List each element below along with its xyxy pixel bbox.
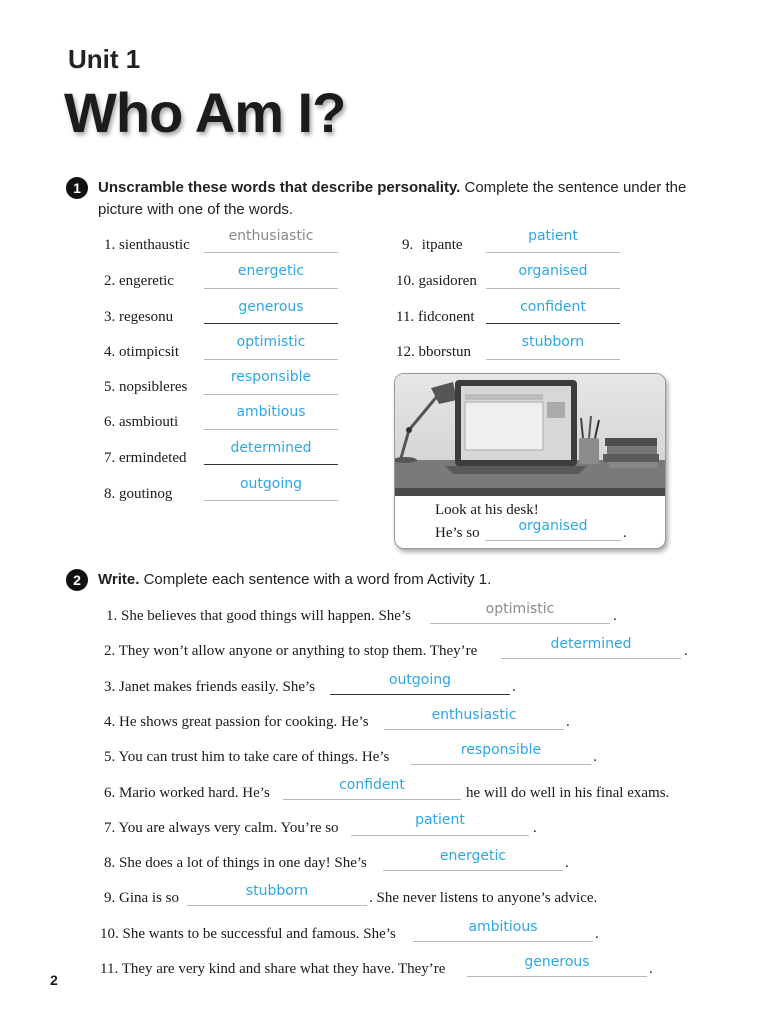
answer-line [486,252,620,253]
answer-line [204,394,338,395]
answer-line [485,540,621,541]
unit-label: Unit 1 [68,44,141,74]
sentence-answer-3[interactable]: outgoing [388,672,452,688]
sentence-item-8: 8. She does a lot of things in one day! She’s [104,855,367,871]
caption-prefix: He’s so [435,525,480,541]
unscramble-item-11: 11. fidconent [396,309,475,325]
scrambled-word: sienthaustic [119,237,190,253]
answer-field-5[interactable]: responsible [230,369,312,385]
activity-1-number-badge: 1 [66,177,88,199]
answer-line [501,658,681,659]
caption-answer-field[interactable]: organised [518,518,588,534]
scrambled-word: engeretic [119,273,174,289]
activity-2-instruction-rest: Complete each sentence with a word from Activity 1. [139,571,492,588]
unscramble-item-6: 6. asmbiouti [104,414,179,430]
books-icon [603,438,659,468]
answer-field-6[interactable]: ambitious [236,404,306,420]
scrambled-word: ermindeted [119,450,187,466]
scrambled-word: bborstun [418,344,471,360]
laptop-icon [445,380,587,474]
sentence-suffix-1: . [613,608,617,624]
answer-field-4[interactable]: optimistic [236,334,306,350]
answer-field-2[interactable]: energetic [237,263,305,279]
page-title: Who Am I? [64,81,346,144]
sentence-answer-6[interactable]: confident [339,777,405,793]
answer-field-12[interactable]: stubborn [521,334,585,350]
sentence-item-9: 9. Gina is so [104,890,179,906]
sentence-answer-11[interactable]: generous [524,954,590,970]
scrambled-word: nopsibleres [119,379,188,395]
sentence-suffix-6: he will do well in his final exams. [466,785,670,801]
desk-picture-box [394,373,666,549]
sentence-answer-5[interactable]: responsible [460,742,542,758]
page-number: 2 [50,972,58,988]
sentence-answer-10[interactable]: ambitious [468,919,538,935]
scrambled-word: otimpicsit [119,344,179,360]
activity-2-instruction [98,569,698,591]
sentence-item-4: 4. He shows great passion for cooking. He’s [104,714,369,730]
sentence-answer-4[interactable]: enthusiastic [431,707,517,723]
picture-caption-line1: Look at his desk! [435,502,539,518]
sentence-suffix-11: . [649,961,653,977]
sentence-answer-2[interactable]: determined [550,636,632,652]
activity-1-instruction-line2: picture with one of the words. [98,201,294,218]
unscramble-item-2: 2. engeretic [104,273,174,289]
sentence-answer-9[interactable]: stubborn [245,883,309,899]
unscramble-item-4: 4. otimpicsit [104,344,179,360]
sentence-item-3: 3. Janet makes friends easily. She’s [104,679,316,695]
unscramble-item-1: 1. sienthaustic [104,237,190,253]
answer-line [204,429,338,430]
sentence-item-6: 6. Mario worked hard. He’s [104,785,270,801]
answer-line [330,694,510,695]
unscramble-item-3: 3. regesonu [104,309,174,325]
answer-field-1[interactable]: enthusiastic [228,228,314,244]
answer-line [384,729,564,730]
unscramble-item-5: 5. nopsibleres [104,379,188,395]
sentence-suffix-5: . [593,749,597,765]
sentence-item-2: 2. They won’t allow anyone or anything to stop them. They’re [104,643,478,659]
sentence-item-10: 10. She wants to be successful and famous. She’s [100,926,396,942]
unscramble-item-7: 7. ermindeted [104,450,187,466]
activity-1-instruction [98,177,698,221]
answer-line [204,464,338,465]
answer-line [204,359,338,360]
answer-field-7[interactable]: determined [230,440,312,456]
sentence-item-5: 5. You can trust him to take care of things. He’s [104,749,390,765]
sentence-item-1: 1. She believes that good things will happen. She’s [106,608,411,624]
activity-2-instruction-bold: Write. [98,571,140,588]
answer-line [283,799,461,800]
scrambled-word: regesonu [119,309,174,325]
answer-field-11[interactable]: confident [520,299,586,315]
answer-line [486,359,620,360]
sentence-answer-1[interactable]: optimistic [485,601,555,617]
picture-caption-line2 [435,523,480,543]
activity-1-instruction-rest: Complete the sentence under the [460,179,687,196]
sentence-suffix-8: . [565,855,569,871]
scrambled-word: asmbiouti [119,414,179,430]
answer-field-10[interactable]: organised [518,263,588,279]
sentence-item-11: 11. They are very kind and share what they have. They’re [100,961,446,977]
answer-line [187,905,367,906]
answer-field-3[interactable]: generous [238,299,304,315]
sentence-item-7: 7. You are always very calm. You’re so [104,820,339,836]
scrambled-word: gasidoren [418,273,477,289]
scrambled-word: fidconent [417,309,475,325]
sentence-suffix-10: . [595,926,599,942]
answer-line [467,976,647,977]
unscramble-item-12: 12. bborstun [396,344,471,360]
answer-line [204,500,338,501]
sentence-answer-8[interactable]: energetic [439,848,507,864]
answer-line [383,870,563,871]
unscramble-item-8: 8. goutinog [104,486,173,502]
caption-suffix: . [623,525,627,541]
sentence-suffix-9: . She never listens to anyone’s advice. [369,890,598,906]
activity-2-number-badge: 2 [66,569,88,591]
scrambled-word: itpante [421,237,463,253]
sentence-suffix-4: . [566,714,570,730]
activity-1-instruction-bold: Unscramble these words that describe personality. [98,179,461,196]
sentence-answer-7[interactable]: patient [415,812,465,828]
answer-line [486,323,620,324]
sentence-suffix-2: . [684,643,688,659]
answer-line [486,288,620,289]
answer-line [413,941,593,942]
answer-line [411,764,591,765]
scrambled-word: goutinog [119,486,173,502]
unscramble-item-10: 10. gasidoren [396,273,477,289]
answer-field-9[interactable]: patient [528,228,578,244]
answer-line [204,252,338,253]
answer-line [204,323,338,324]
unscramble-item-9: 9. itpante [402,237,463,253]
answer-line [430,623,610,624]
answer-field-8[interactable]: outgoing [239,476,303,492]
answer-line [351,835,529,836]
answer-line [204,288,338,289]
sentence-suffix-7: . [533,820,537,836]
sentence-suffix-3: . [512,679,516,695]
